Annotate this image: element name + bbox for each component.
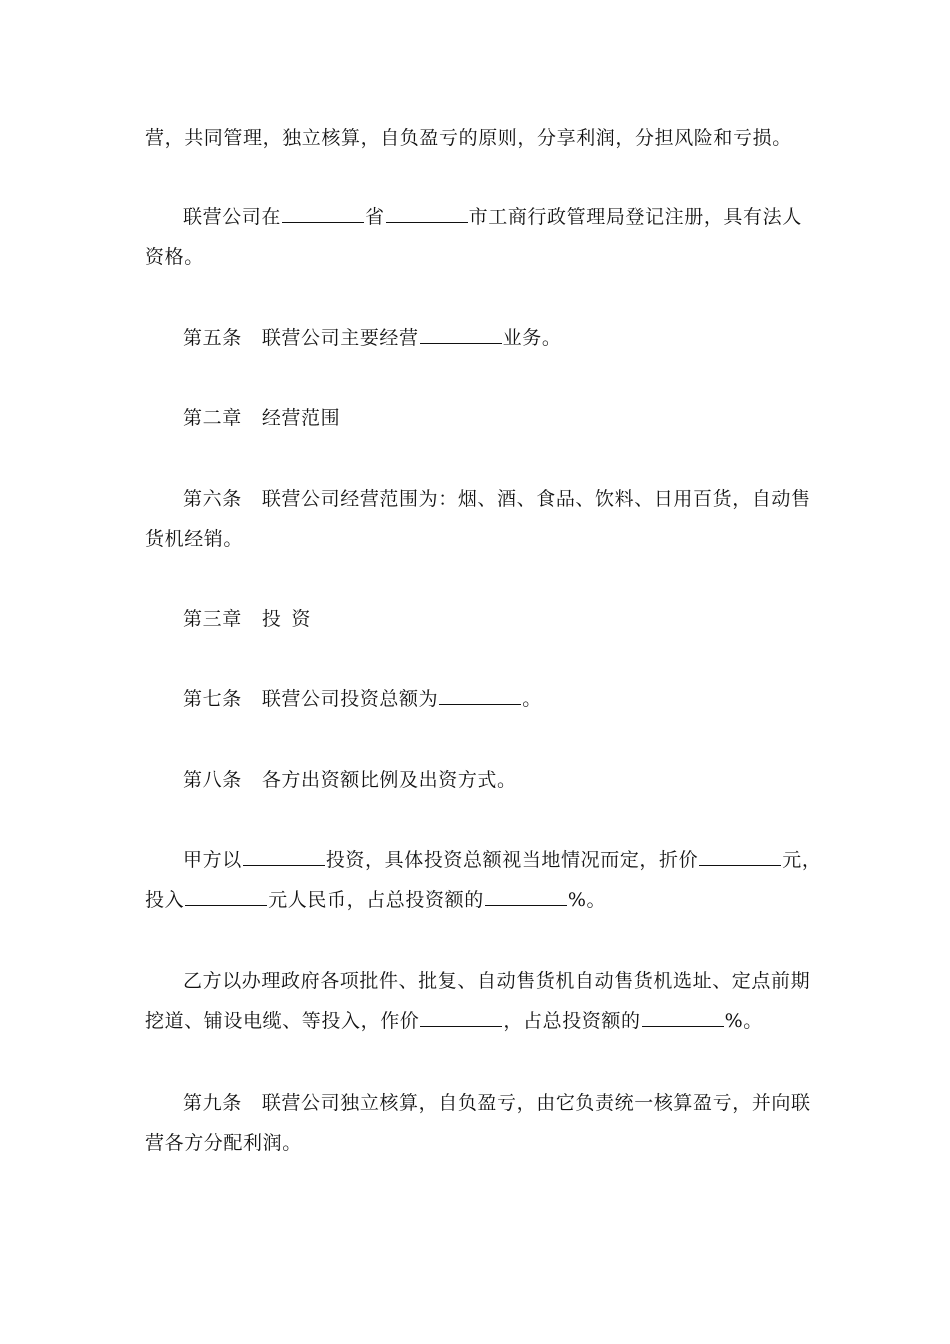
chapter-title: 投	[261, 608, 282, 630]
chapter-title: 经营范围	[261, 407, 341, 429]
text-segment: 。	[522, 688, 542, 710]
text-line: 货机经销。	[145, 528, 244, 550]
text-segment: 甲方以	[183, 849, 242, 871]
article-label: 第七条	[183, 688, 242, 710]
blank-field-party-a-amount	[185, 887, 267, 906]
article-label: 第九条	[183, 1092, 242, 1114]
text-segment: 投入	[145, 889, 185, 911]
text-line	[145, 1001, 805, 1041]
chapter-label: 第三章	[183, 608, 242, 630]
text-line: 营，共同管理，独立核算，自负盈亏的原则，分享利润，分担风险和亏损。	[145, 127, 792, 149]
text-line	[145, 479, 811, 519]
text-line: 资格。	[145, 246, 204, 268]
text-segment: 挖道、铺设电缆、等投入，作价	[145, 1010, 420, 1032]
blank-field-city	[386, 204, 468, 223]
text-segment: 元人民币，占总投资额的	[268, 889, 484, 911]
text-line	[145, 840, 822, 880]
article-8	[145, 760, 805, 800]
blank-field-total-investment	[439, 686, 521, 705]
text-line	[145, 880, 805, 920]
text-segment: 联营公司投资总额为	[261, 688, 439, 710]
paragraph-registration	[145, 197, 805, 277]
article-label: 第八条	[183, 769, 242, 791]
blank-field-party-b-percent	[642, 1008, 724, 1027]
article-7	[145, 679, 805, 719]
text-segment: %。	[567, 889, 607, 911]
article-6	[145, 479, 811, 559]
text-segment: 元，	[782, 849, 822, 871]
party-a-contribution	[145, 840, 822, 920]
text-segment: 市工商行政管理局登记注册，具有法人	[468, 206, 802, 228]
blank-field-business	[420, 325, 502, 344]
text-line	[145, 599, 805, 639]
text-line: 乙方以办理政府各项批件、批复、自动售货机自动售货机选址、定点前期	[183, 970, 811, 992]
text-line	[145, 1083, 811, 1123]
chapter-3-heading	[145, 599, 805, 639]
article-label: 第五条	[183, 327, 242, 349]
article-label: 第六条	[183, 488, 242, 510]
paragraph-principles	[145, 118, 805, 158]
text-line	[145, 679, 805, 719]
text-line	[145, 197, 805, 237]
chapter-label: 第二章	[183, 407, 242, 429]
blank-field-party-b-price	[420, 1008, 502, 1027]
text-line	[145, 318, 805, 358]
text-line: 营各方分配利润。	[145, 1132, 302, 1154]
text-segment: 联营公司在	[183, 206, 282, 228]
text-segment: 各方出资额比例及出资方式。	[261, 769, 517, 791]
text-segment: 业务。	[502, 327, 562, 349]
text-segment: 联营公司独立核算，自负盈亏，由它负责统一核算盈亏，并向联	[261, 1092, 811, 1114]
text-segment: 联营公司经营范围为：烟、酒、食品、饮料、日用百货，自动售	[261, 488, 811, 510]
text-segment: 联营公司主要经营	[261, 327, 419, 349]
text-segment: %。	[724, 1010, 763, 1032]
party-b-contribution	[145, 961, 811, 1041]
text-segment: 省	[365, 206, 385, 228]
article-9	[145, 1083, 811, 1163]
text-line	[145, 398, 805, 438]
blank-field-party-a-price	[699, 847, 781, 866]
text-segment: ，占总投资额的	[503, 1010, 641, 1032]
chapter-title: 资	[291, 608, 312, 630]
blank-field-party-a-means	[243, 847, 325, 866]
chapter-2-heading	[145, 398, 805, 438]
blank-field-party-a-percent	[485, 887, 567, 906]
article-5	[145, 318, 805, 358]
blank-field-province	[282, 204, 364, 223]
text-line	[145, 760, 805, 800]
text-segment: 投资，具体投资总额视当地情况而定，折价	[325, 849, 699, 871]
